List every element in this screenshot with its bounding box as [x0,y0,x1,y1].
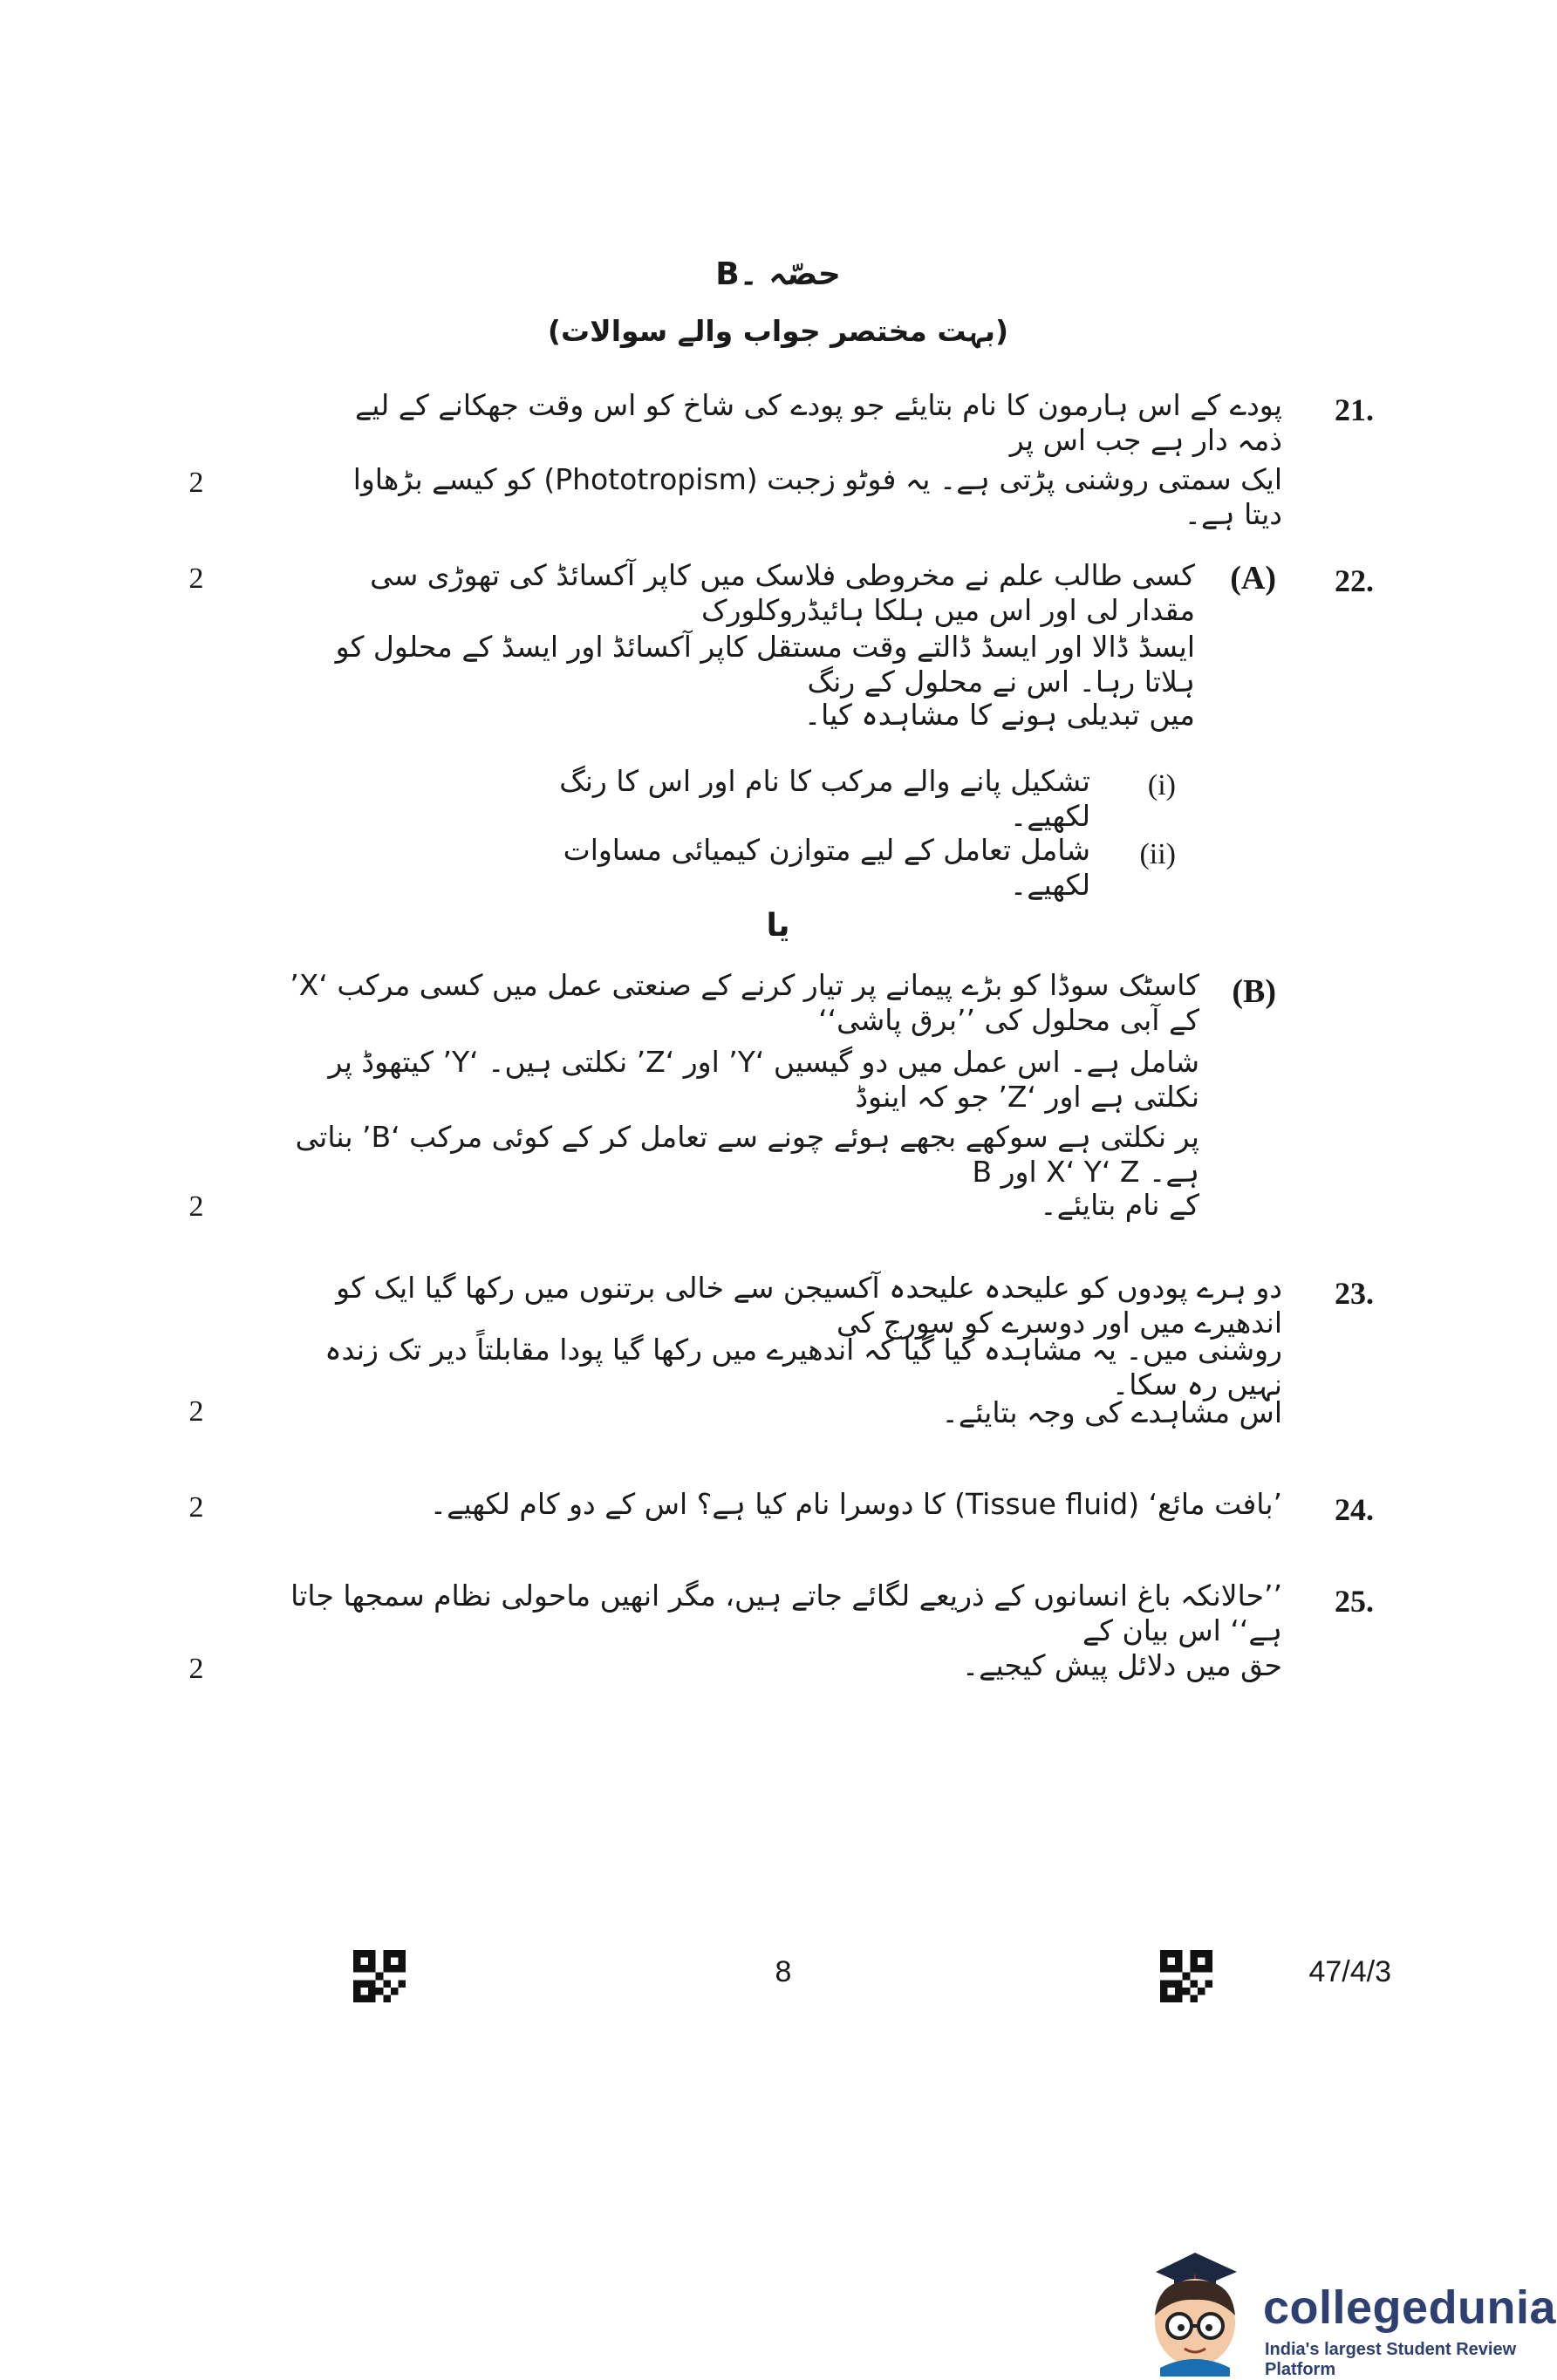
mascot-icon [1134,2237,1256,2377]
question-25-marks: 2 [188,1653,204,1685]
qr-code-icon [1160,1949,1212,2003]
qr-code-icon [353,1949,406,2003]
question-22-option-b-marks: 2 [188,1190,204,1223]
question-21-line-2: ایک سمتی روشنی پڑتی ہے۔ یہ فوٹو زجبت (Phototropism) کو کیسے بڑھاوا دیتا ہے۔ [352,462,1282,531]
question-number-23: 23. [1335,1276,1374,1311]
question-22-sub-i-text: تشکیل پانے والے مرکب کا نام اور اس کا رنگ لکھیے۔ [559,764,1090,833]
question-25-line-1: ’’حالانکہ باغ انسانوں کے ذریعے لگائے جاتے ہیں، مگر انھیں ماحولی نظام سمجھا جاتا ہے‘‘ اس بیان کے [290,1579,1282,1647]
paper-code: 47/4/3 [1308,1955,1391,1988]
question-22-option-b-line-4: کے نام بتایئے۔ [1040,1188,1199,1222]
question-23-line-2: روشنی میں۔ یہ مشاہدہ کیا گیا کہ اندھیرے میں رکھا گیا پودا مقابلتاً دیر تک زندہ نہیں رہ سکا۔ [324,1333,1282,1401]
or-separator: یا [766,908,790,944]
question-22-option-a-line-2: ایسڈ ڈالا اور ایسڈ ڈالتے وقت مستقل کاپر آکسائڈ اور ایسڈ کے محلول کو ہلاتا رہا۔ اس نے محلول کے رنگ [335,630,1195,699]
question-22-sub-ii-label: (ii) [1139,838,1176,870]
question-22-sub-i-label: (i) [1147,769,1176,801]
question-23-marks: 2 [188,1395,204,1428]
question-22-option-b-label: (B) [1232,973,1276,1010]
question-22-option-b-line-3: پر نکلتی ہے سوکھے بجھے ہوئے چونے سے تعامل کر کے کوئی مرکب ‘B’ بناتی ہے۔ X‘ Y‘ Z اور B [295,1120,1199,1189]
question-22-option-a-marks: 2 [188,563,204,595]
question-number-24: 24. [1335,1492,1374,1527]
question-24-marks: 2 [188,1491,204,1524]
question-22-option-b-line-1: کاسٹک سوڈا کو بڑے پیمانے پر تیار کرنے کے صنعتی عمل میں کسی مرکب ‘X’ کے آبی محلول کی ’’برق پاشی‘‘ [290,968,1199,1037]
section-subtitle: (بہت مختصر جواب والے سوالات) [547,314,1009,348]
section-title: حصّہ ۔B [715,256,841,292]
question-22-option-b-line-2: شامل ہے۔ اس عمل میں دو گیسیں ‘Y’ اور ‘Z’ نکلتی ہیں۔ ‘Y’ کیتھوڈ پر نکلتی ہے اور ‘Z’ جو کہ اینوڈ [328,1045,1199,1114]
question-22-option-a-line-3: میں تبدیلی ہونے کا مشاہدہ کیا۔ [803,698,1195,732]
question-number-21: 21. [1335,392,1374,427]
question-22-option-a-label: (A) [1230,560,1276,597]
question-number-25: 25. [1335,1584,1374,1619]
brand-name: collegedunia [1263,2281,1557,2334]
question-number-22: 22. [1335,563,1374,598]
question-21-line-1: پودے کے اس ہارمون کا نام بتایئے جو پودے کی شاخ کو اس وقت جھکانے کے لیے ذمہ دار ہے جب اس پر [354,388,1282,457]
question-25-line-2: حق میں دلائل پیش کیجیے۔ [961,1648,1282,1682]
question-22-sub-ii-text: شامل تعامل کے لیے متوازن کیمیائی مساوات لکھیے۔ [563,833,1090,902]
brand-logo [1134,2237,1557,2377]
question-23-line-3: اس مشاہدے کی وجہ بتایئے۔ [941,1395,1282,1429]
page-number: 8 [775,1955,792,1988]
question-23-line-1: دو ہرے پودوں کو علیحدہ علیحدہ آکسیجن سے خالی برتنوں میں رکھا گیا ایک کو اندھیرے میں اور دوسرے کو سورج کی [336,1271,1282,1340]
question-24-line-1: ’بافت مائع‘ (Tissue fluid) کا دوسرا نام کیا ہے؟ اس کے دو کام لکھیے۔ [429,1487,1282,1521]
brand-tagline: India's largest Student Review Platform [1265,2340,1517,2379]
question-21-marks: 2 [188,467,204,499]
question-22-option-a-line-1: کسی طالب علم نے مخروطی فلاسک میں کاپر آکسائڈ کی تھوڑی سی مقدار لی اور اس میں ہلکا ہائیڈروکلورک [370,558,1195,627]
